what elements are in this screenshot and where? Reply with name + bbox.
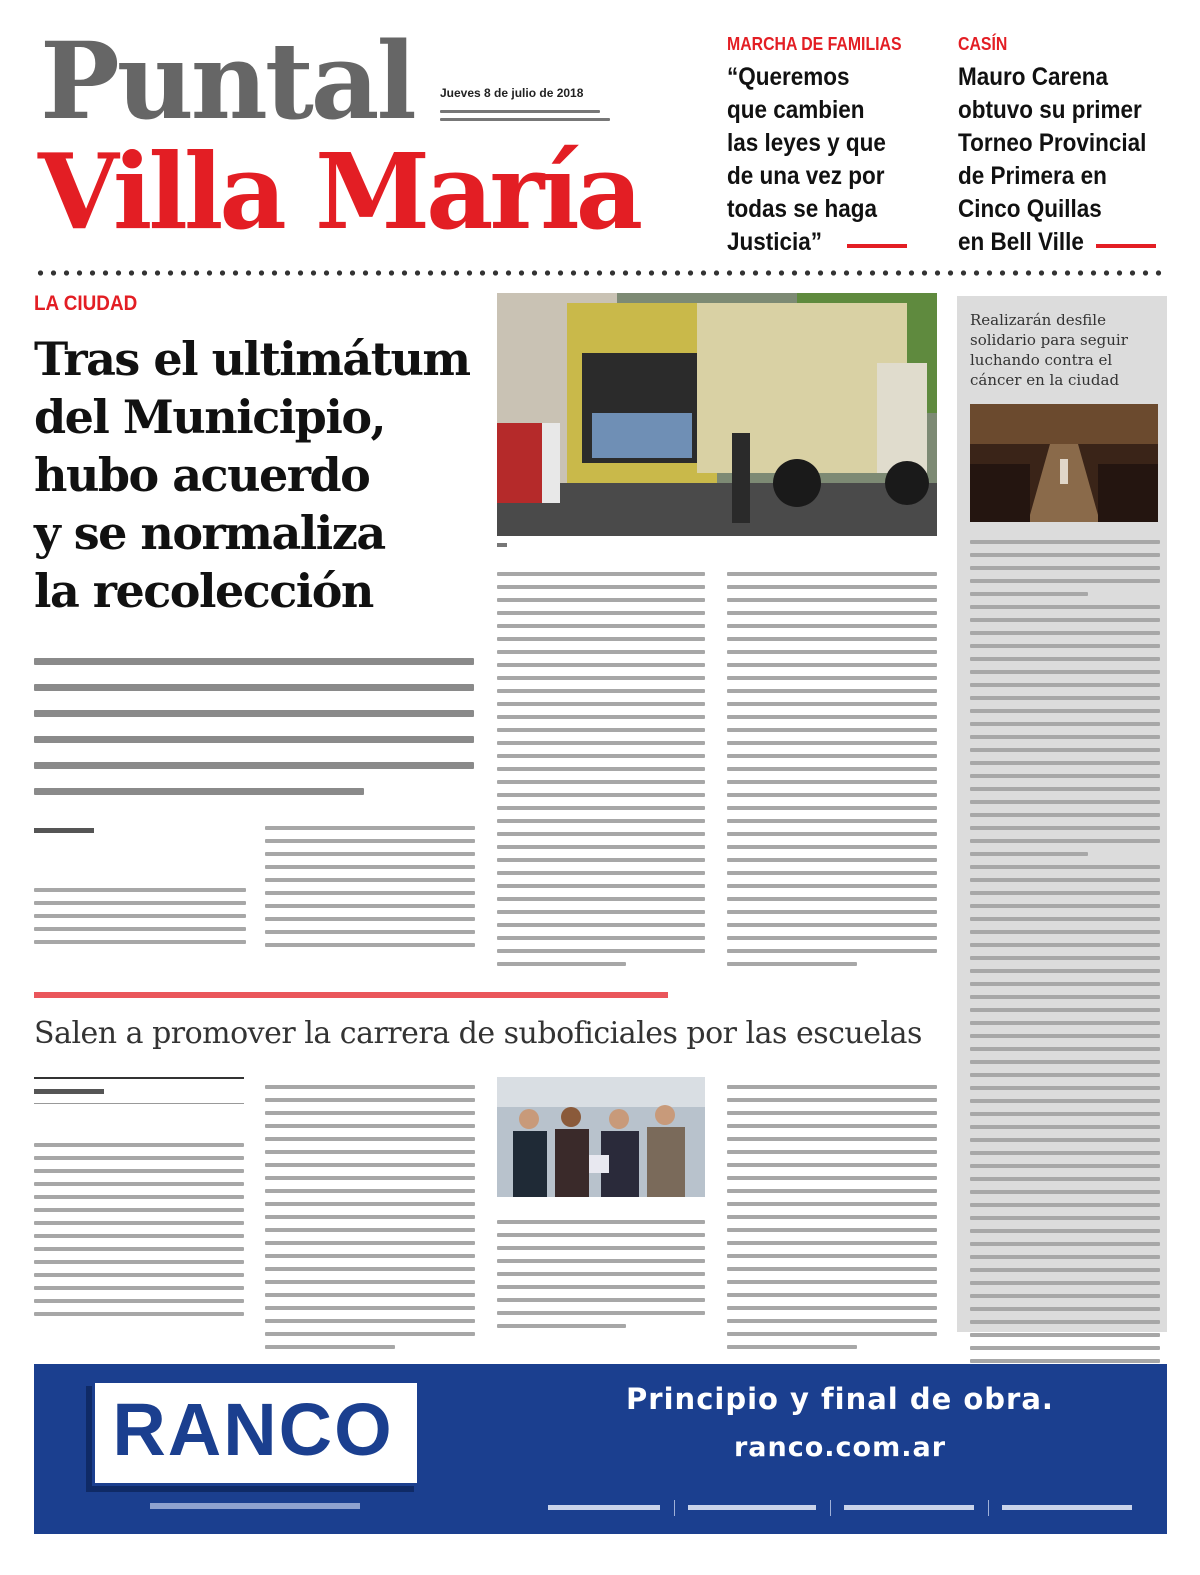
teaser-line: todas se haga (727, 195, 878, 223)
masthead-puntal: Puntal (40, 18, 414, 143)
sidebar-headline[interactable] (970, 310, 1158, 390)
teaser-line: las leyes y que (727, 129, 886, 157)
lead-body-col-2 (265, 826, 475, 956)
fashion-show-photo[interactable] (970, 404, 1158, 522)
sidebar-headline-line: Realizarán desfile (970, 311, 1106, 329)
garbage-truck-photo[interactable] (497, 293, 937, 536)
dotted-divider (34, 268, 1166, 278)
ad-url[interactable]: ranco.com.ar (733, 1432, 947, 1463)
second-body-col-3 (497, 1220, 705, 1337)
sidebar-headline-line: luchando contra el (970, 351, 1113, 369)
teaser-marcha-de-familias[interactable] (727, 34, 942, 259)
byline (34, 1089, 104, 1094)
teaser-line: que cambien (727, 96, 865, 124)
headline-line: del Municipio, (34, 390, 386, 444)
garbage-truck-illustration (497, 293, 937, 536)
lead-body-col-1 (34, 888, 246, 953)
sidebar-headline-line: solidario para seguir (970, 331, 1128, 349)
group-photo[interactable] (497, 1077, 705, 1197)
second-story-headline[interactable]: Salen a promover la carrera de suboficiales por las escuelas (34, 1016, 922, 1051)
sidebar-body (970, 540, 1160, 1424)
teaser-kicker: MARCHA DE FAMILIAS (727, 34, 902, 54)
sidebar-headline-line: cáncer en la ciudad (970, 371, 1120, 389)
second-body-col-2 (265, 1085, 475, 1358)
teaser-line: Justicia” (727, 228, 823, 256)
byline-rule-bottom (34, 1103, 244, 1104)
headline-line: y se normaliza (34, 506, 385, 560)
lead-paragraph (34, 658, 474, 804)
lead-body-col-4 (727, 572, 937, 975)
group-photo-illustration (497, 1077, 705, 1197)
second-body-col-4 (727, 1085, 937, 1358)
ranco-logo: RANCO (112, 1388, 394, 1471)
teaser-line: de Primera en (958, 162, 1107, 190)
ad-slogan: Principio y final de obra. (626, 1382, 1054, 1416)
section-label: LA CIUDAD (34, 292, 138, 315)
byline (34, 828, 94, 833)
teaser-page-ref (1096, 244, 1156, 248)
edition-date: Jueves 8 de julio de 2018 (440, 86, 584, 100)
teaser-line: Torneo Provincial (958, 129, 1147, 157)
headline-line: Tras el ultimátum (34, 332, 470, 386)
teaser-line: de una vez por (727, 162, 885, 190)
teaser-kicker: CASÍN (958, 34, 1008, 54)
teaser-line: en Bell Ville (958, 228, 1084, 256)
photo-caption (497, 543, 507, 547)
headline-line: la recolección (34, 564, 373, 618)
masthead-villa-maria: Villa María (38, 130, 640, 253)
teaser-page-ref (847, 244, 907, 248)
byline-rule (34, 1077, 244, 1079)
edition-info (440, 110, 615, 126)
ad-branch-list (548, 1500, 1138, 1516)
headline-line: hubo acuerdo (34, 448, 370, 502)
second-story-kicker (34, 992, 668, 998)
fashion-show-illustration (970, 404, 1158, 522)
teaser-line: Mauro Carena (958, 63, 1109, 91)
ranco-logo-subtitle (150, 1503, 360, 1509)
second-body-col-1 (34, 1143, 244, 1325)
teaser-line: “Queremos (727, 63, 850, 91)
teaser-line: Cinco Quillas (958, 195, 1102, 223)
lead-headline[interactable] (34, 330, 504, 620)
lead-body-col-3 (497, 572, 705, 975)
teaser-casin[interactable] (958, 34, 1173, 259)
teaser-line: obtuvo su primer (958, 96, 1142, 124)
